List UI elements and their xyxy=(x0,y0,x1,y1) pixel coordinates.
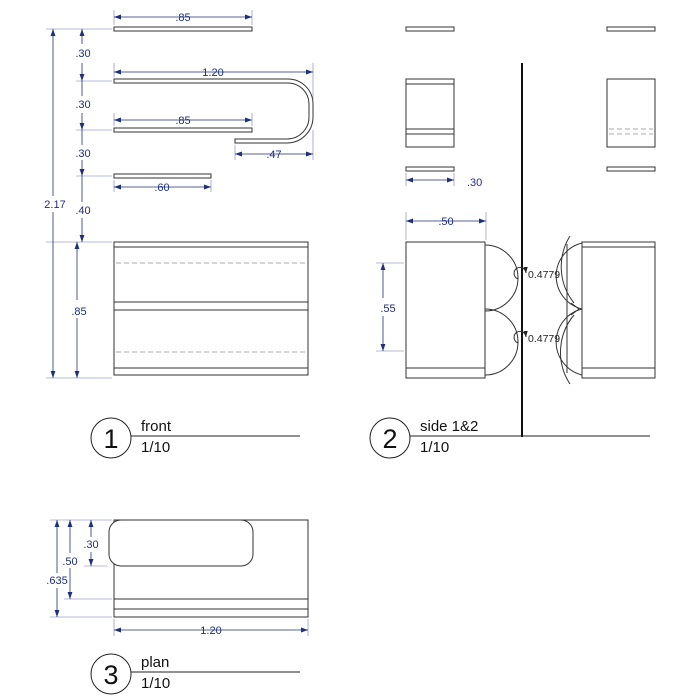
plan-view xyxy=(46,520,308,694)
radius-lower-label: 0.4779 xyxy=(528,333,561,345)
dim-overall-height: 2.17 xyxy=(44,199,66,211)
shelf-top-side xyxy=(406,27,454,31)
radius-marker xyxy=(514,267,526,279)
view-title: plan xyxy=(141,654,170,671)
plan-curved-shelf xyxy=(109,520,253,566)
dim-shelf-mid-width: 1.20 xyxy=(202,67,224,79)
dim-cabinet-depth: .50 xyxy=(438,216,454,228)
view-scale: 1/10 xyxy=(141,439,171,456)
dim-gap-2: .30 xyxy=(75,99,91,111)
dim-gap-1: .30 xyxy=(75,48,91,60)
radius-upper-label: 0.4779 xyxy=(528,269,561,281)
view-number: 1 xyxy=(103,424,119,454)
dim-gap-4: .40 xyxy=(75,205,91,217)
cabinet-body xyxy=(114,242,308,375)
shelf-curved-side xyxy=(406,79,454,147)
dim-return-width: .47 xyxy=(266,149,282,161)
shelf-top xyxy=(114,27,252,31)
shelf-bottom-side xyxy=(406,167,454,171)
dim-shelf-lower-width: .85 xyxy=(175,115,191,127)
dim-plan-cabinet-depth: .50 xyxy=(62,556,78,568)
dim-plan-shelf-depth: .30 xyxy=(83,539,99,551)
dim-plan-width: 1.20 xyxy=(200,625,222,637)
shelf-top-side-2 xyxy=(607,27,655,31)
dim-shelf-depth: .30 xyxy=(467,177,483,189)
shelf-curved xyxy=(114,79,313,143)
shelf-curved-side-2 xyxy=(607,79,655,147)
view-number: 2 xyxy=(382,424,398,454)
shelf-bottom-side-2 xyxy=(607,167,655,171)
shelf-lower xyxy=(114,128,252,132)
dim-plan-overall-depth: .635 xyxy=(46,575,68,587)
dim-gap-3: .30 xyxy=(75,148,91,160)
view-scale: 1/10 xyxy=(420,439,450,456)
dim-shelf-bottom-width: .60 xyxy=(154,182,170,194)
dim-shelf-top-width: .85 xyxy=(175,12,191,24)
dim-drawer-height: .55 xyxy=(380,303,396,315)
view-title: front xyxy=(141,418,172,435)
cabinet-side-body-2 xyxy=(582,242,655,378)
front-view xyxy=(44,10,313,458)
view-scale: 1/10 xyxy=(141,675,171,692)
side-view xyxy=(370,27,655,458)
radius-marker xyxy=(514,331,526,343)
dim-cabinet-height: .85 xyxy=(71,306,87,318)
view-title: side 1&2 xyxy=(420,418,479,435)
drawer-front-upper xyxy=(485,245,518,311)
cabinet-side-body xyxy=(406,242,485,378)
shelf-bottom xyxy=(114,174,211,178)
view-number: 3 xyxy=(103,660,119,690)
drawer-front-lower xyxy=(485,309,518,375)
